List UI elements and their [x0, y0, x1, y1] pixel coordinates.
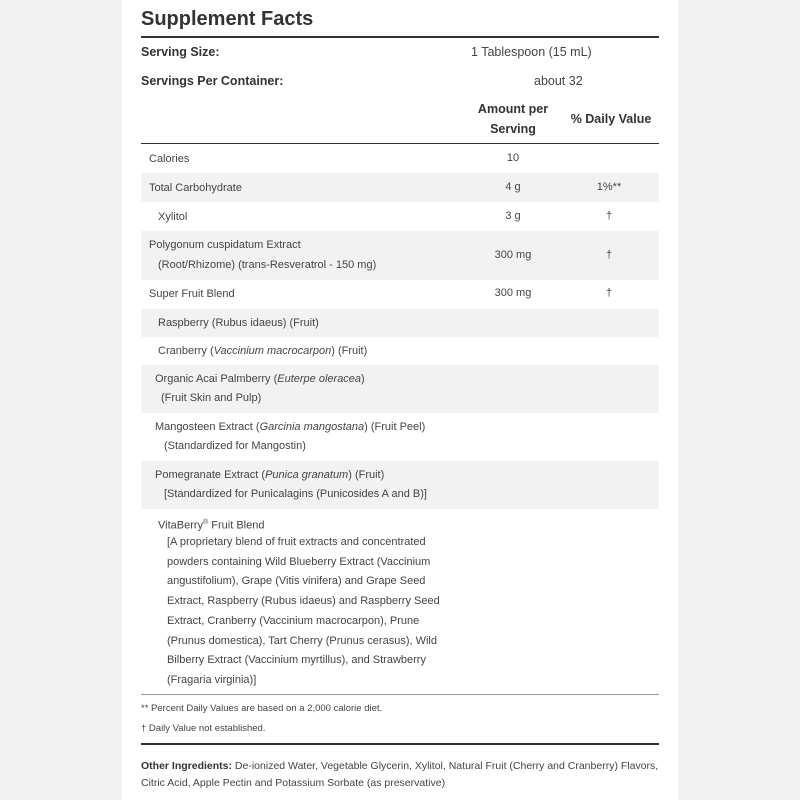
- nutrient-name: Xylitol: [158, 211, 188, 223]
- nutrient-name: Calories: [149, 153, 190, 165]
- ingredient-name: Raspberry (Rubus idaeus) (Fruit): [158, 317, 319, 329]
- ingredient-name-line1: Organic Acai Palmberry (Euterpe oleracea): [155, 373, 365, 385]
- nutrient-name: Total Carbohydrate: [149, 182, 242, 194]
- nutrient-name-line1: Polygonum cuspidatum Extract: [149, 239, 301, 251]
- supplement-facts-panel: [122, 0, 678, 800]
- table-row-polygonum: [141, 231, 659, 280]
- table-row-cranberry: [141, 337, 659, 365]
- nutrient-daily-value: †: [605, 287, 613, 299]
- nutrient-name: Super Fruit Blend: [149, 288, 235, 300]
- other-ingredients-label: Other Ingredients:: [141, 760, 233, 772]
- nutrient-daily-value: 1%**: [596, 181, 622, 193]
- table-bottom-rule: [141, 694, 659, 695]
- daily-value-header: % Daily Value: [570, 112, 652, 126]
- ingredient-name: VitaBerry® Fruit Blend: [158, 519, 265, 532]
- amount-per-serving-header: [473, 99, 553, 139]
- nutrient-name-line2: (Root/Rhizome) (trans-Resveratrol - 150 mg): [158, 259, 377, 271]
- serving-size-value: 1 Tablespoon (15 mL): [471, 45, 592, 59]
- ingredient-name-line1: Pomegranate Extract (Punica granatum) (Fruit): [155, 469, 385, 481]
- panel-title: Supplement Facts: [141, 8, 314, 30]
- ingredient-name-line1: Mangosteen Extract (Garcinia mangostana) (Fruit Peel): [155, 421, 426, 433]
- nutrient-daily-value: †: [605, 210, 613, 222]
- nutrient-daily-value: †: [605, 249, 613, 261]
- nutrient-amount: 10: [506, 152, 520, 164]
- table-row-xylitol: [141, 202, 659, 231]
- servings-per-container-value: about 32: [534, 74, 583, 88]
- other-ingredients-text: De-ionized Water, Vegetable Glycerin, Xylitol, Natural Fruit (Cherry and Cranberry) Flavors, Citric Acid, Apple Pectin and Potassium Sorbate (as preservative): [141, 760, 659, 789]
- table-row-vitaberry: [141, 509, 659, 693]
- amount-header-line1: Amount per: [477, 102, 549, 116]
- ingredient-name-line2: (Standardized for Mangostin): [164, 440, 306, 452]
- ingredient-name: Cranberry (Vaccinium macrocarpon) (Fruit): [158, 345, 368, 357]
- vitaberry-description: [A proprietary blend of fruit extracts and concentrated powders containing Wild Blueberry Extract (Vaccinium angustifolium), Grape (Vitis vinifera) and Grape Seed Extract, Raspberry (Rubus idaeus) and Raspberry Seed Extract, Cranberry (Vaccinium macrocarpon), Prune (Prunus domestica), Tart Cherry (Prunus cerasus), Wild Bilberry Extract (Vaccinium myrtillus), and Strawberry (Fragaria virginia)]: [167, 536, 440, 686]
- nutrient-amount: 300 mg: [494, 287, 532, 299]
- table-row-raspberry: [141, 309, 659, 337]
- other-ingredients: [141, 758, 659, 792]
- servings-per-container-label: Servings Per Container:: [141, 74, 284, 88]
- nutrient-amount: 300 mg: [494, 249, 532, 261]
- table-row-mangosteen: [141, 413, 659, 461]
- ingredient-name-line2: (Fruit Skin and Pulp): [161, 392, 262, 404]
- serving-size-label: Serving Size:: [141, 45, 220, 59]
- title-rule: [141, 36, 659, 38]
- table-row-calories: [141, 144, 659, 173]
- nutrient-amount: 3 g: [505, 210, 521, 222]
- amount-header-line2: Serving: [490, 122, 536, 136]
- table-row-super-fruit-blend: [141, 280, 659, 309]
- table-row-acai: [141, 365, 659, 413]
- ingredient-name-line2: [Standardized for Punicalagins (Punicosides A and B)]: [164, 488, 427, 500]
- footnote-dagger: † Daily Value not established.: [141, 723, 266, 734]
- table-row-pomegranate: [141, 461, 659, 509]
- footnote-percent-daily-value: ** Percent Daily Values are based on a 2,000 calorie diet.: [141, 703, 383, 714]
- table-row-carbohydrate: [141, 173, 659, 202]
- footer-rule: [141, 743, 659, 745]
- nutrient-amount: 4 g: [505, 181, 521, 193]
